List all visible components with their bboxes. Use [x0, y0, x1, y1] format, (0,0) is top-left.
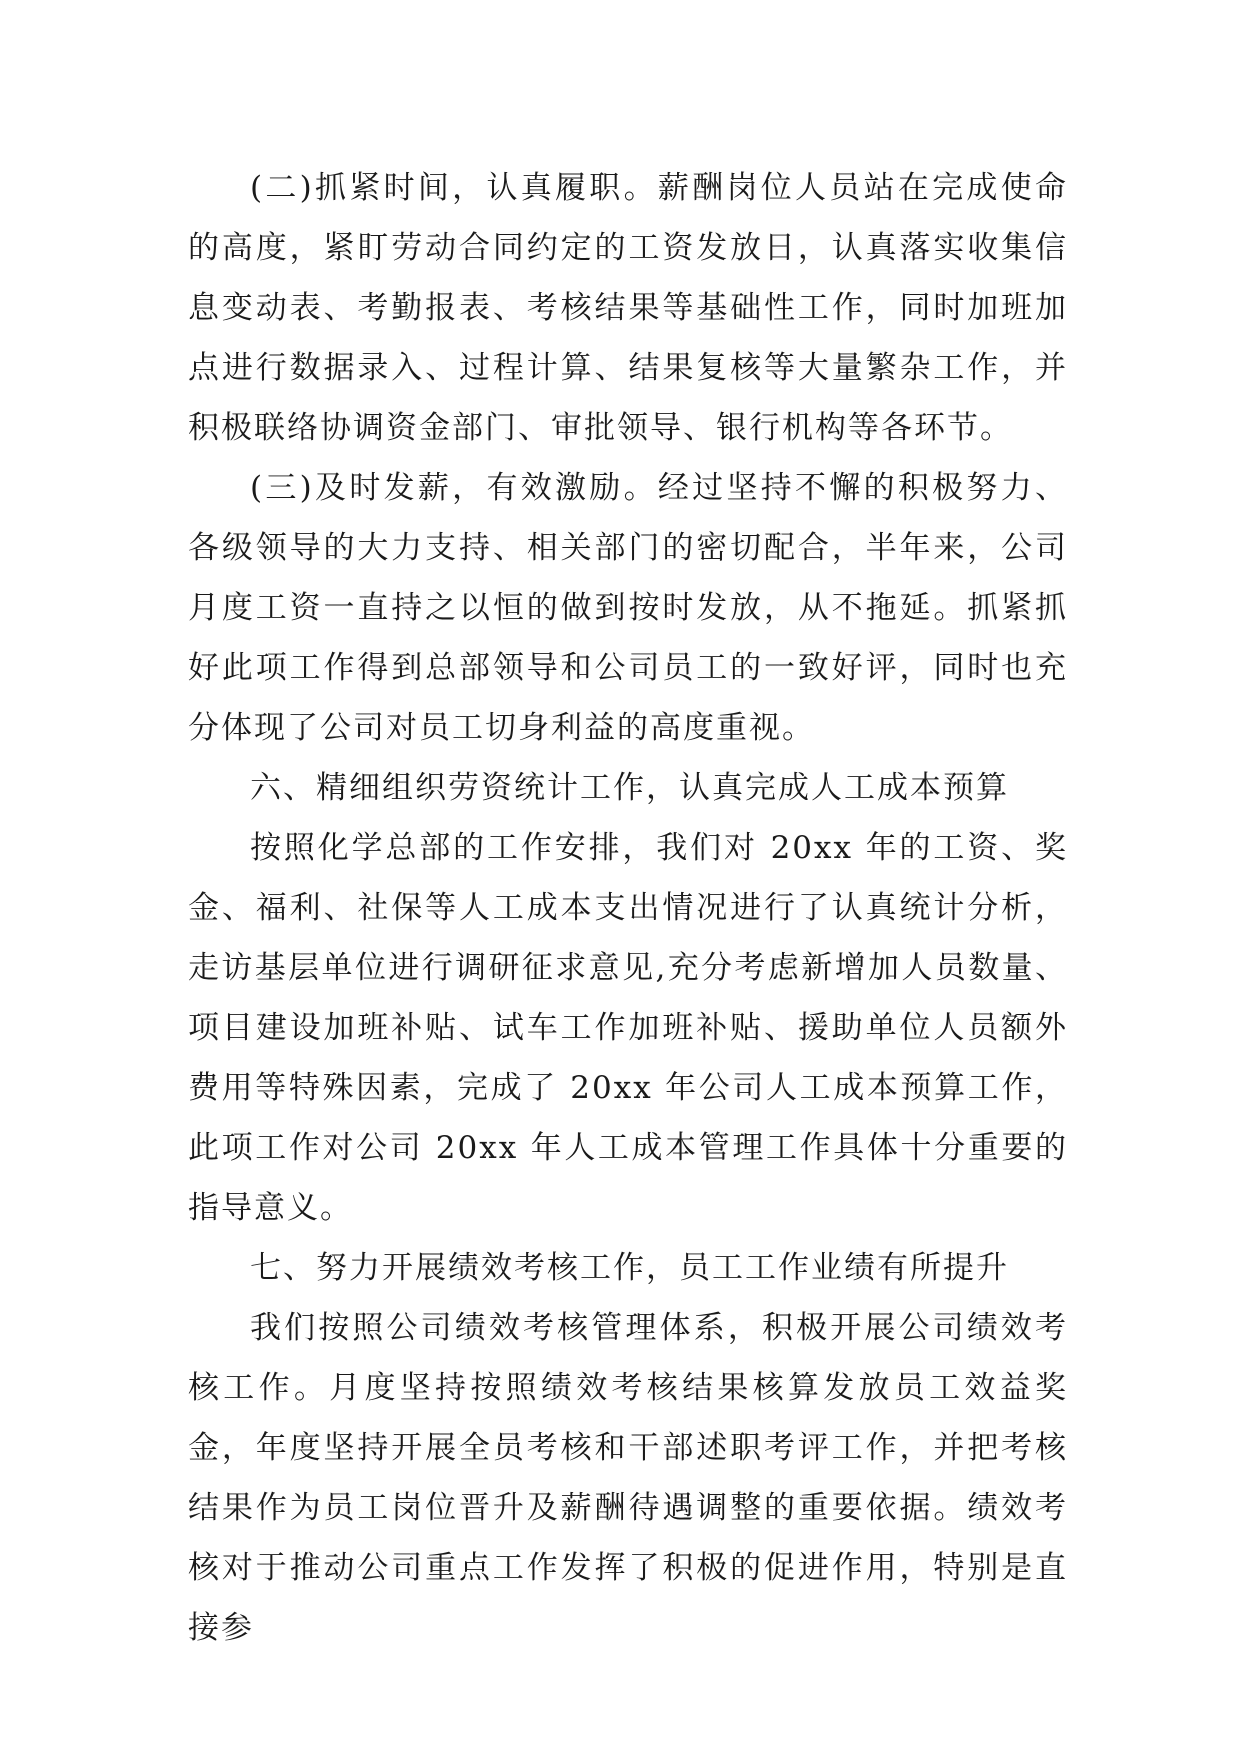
paragraph-labor-cost-budget: 按照化学总部的工作安排，我们对 20xx 年的工资、奖金、福利、社保等人工成本支出情况进行了认真统计分析，走访基层单位进行调研征求意见,充分考虑新增加人员数量、项目建设加班补贴、试车工作加班补贴、援助单位人员额外费用等特殊因素，完成了 20xx 年公司人工成本预算工作，此项工作对公司 20xx 年人工成本管理工作具体十分重要的指导意义。 [188, 830, 1068, 1226]
paragraph-timely-pay: (三)及时发薪，有效激励。经过坚持不懈的积极努力、各级领导的大力支持、相关部门的密切配合，半年来，公司月度工资一直持之以恒的做到按时发放，从不拖延。抓紧抓好此项工作得到总部领导和公司员工的一致好评，同时也充分体现了公司对员工切身利益的高度重视。 [188, 470, 1068, 746]
section-heading-performance: 七、努力开展绩效考核工作，员工工作业绩有所提升 [250, 1250, 1009, 1286]
paragraph-salary-duty: (二)抓紧时间，认真履职。薪酬岗位人员站在完成使命的高度，紧盯劳动合同约定的工资发放日，认真落实收集信息变动表、考勤报表、考核结果等基础性工作，同时加班加点进行数据录入、过程计算、结果复核等大量繁杂工作，并积极联络协调资金部门、审批领导、银行机构等各环节。 [188, 170, 1068, 446]
section-heading-labor-statistics: 六、精细组织劳资统计工作，认真完成人工成本预算 [250, 770, 1009, 806]
paragraph-performance-review: 我们按照公司绩效考核管理体系，积极开展公司绩效考核工作。月度坚持按照绩效考核结果核算发放员工效益奖金，年度坚持开展全员考核和干部述职考评工作，并把考核结果作为员工岗位晋升及薪酬待遇调整的重要依据。绩效考核对于推动公司重点工作发挥了积极的促进作用，特别是直接参 [188, 1310, 1068, 1646]
document-body [188, 158, 1068, 1658]
